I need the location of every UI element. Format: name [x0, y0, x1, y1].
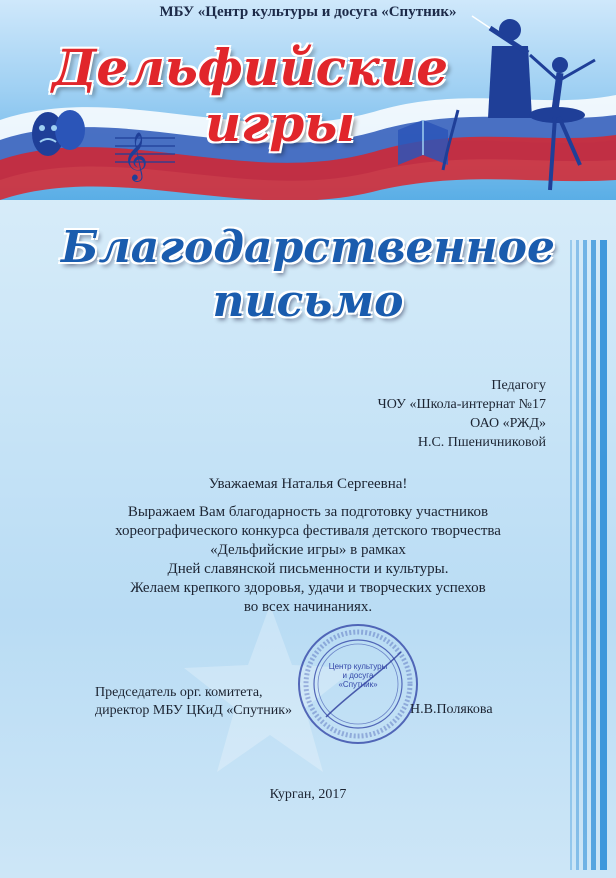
recipient-line: ЧОУ «Школа-интернат №17	[377, 397, 546, 412]
letter-title-line1: Благодарственное	[60, 222, 555, 273]
festival-title-line2: игры	[204, 94, 356, 153]
svg-text:𝄞: 𝄞	[123, 131, 148, 180]
body-line: Дней славянской письменности и культуры.	[167, 561, 449, 577]
body-line: Желаем крепкого здоровья, удачи и творческих успехов	[130, 580, 486, 596]
signatory-name: Н.В.Полякова	[410, 702, 493, 717]
signatory-position	[95, 684, 292, 720]
letter-body	[40, 503, 576, 617]
body-line: Выражаем Вам благодарность за подготовку участников	[127, 504, 489, 520]
recipient-line: Педагогу	[491, 378, 546, 393]
organization-name: МБУ «Центр культуры и досуга «Спутник»	[159, 4, 457, 20]
letter-title-line2: письмо	[212, 276, 404, 327]
recipient-block	[378, 376, 546, 452]
recipient-line: ОАО «РЖД»	[470, 416, 546, 431]
header-banner	[0, 0, 616, 200]
signatory-position-line2: директор МБУ ЦКиД «Спутник»	[95, 703, 293, 718]
signatory-position-line1: Председатель орг. комитета,	[95, 685, 263, 700]
place-and-year: Курган, 2017	[269, 787, 347, 802]
body-line: во всех начинаниях.	[243, 599, 373, 615]
body-line: хореографического конкурса фестиваля детского творчества	[115, 523, 501, 539]
greeting: Уважаемая Наталья Сергеевна!	[208, 476, 408, 492]
seal-center-text: Центр культуры и досуга «Спутник»	[328, 662, 388, 689]
body-line: «Дельфийские игры» в рамках	[210, 542, 406, 558]
recipient-line: Н.С. Пшеничниковой	[417, 435, 546, 450]
festival-title-line1: Дельфийские	[51, 38, 449, 97]
